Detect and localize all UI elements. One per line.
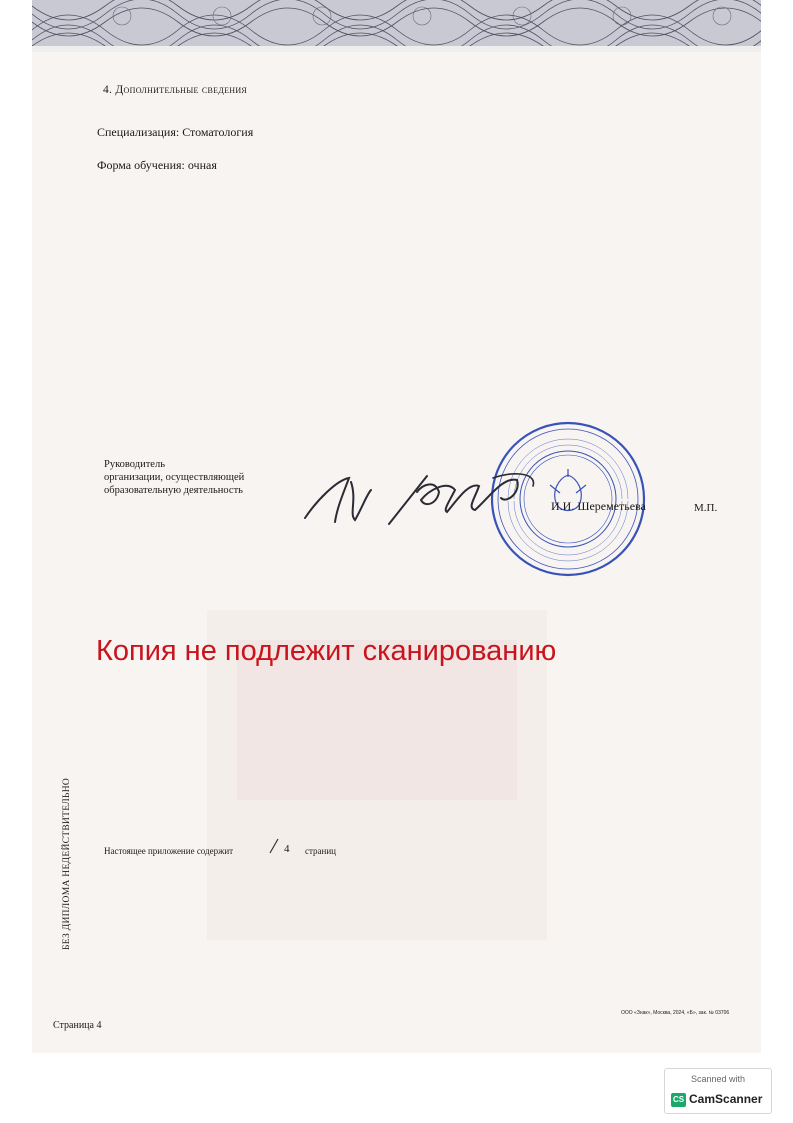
handwritten-signature	[297, 440, 557, 540]
badge-caption: Scanned with	[690, 1074, 746, 1084]
specialization-line: Специализация: Стоматология	[97, 125, 254, 139]
guilloche-border	[32, 0, 761, 52]
pages-count: 4	[284, 843, 290, 855]
signer-name: И.И. Шереметьева	[551, 499, 646, 513]
copy-protection-watermark: Копия не подлежит сканированию	[96, 635, 557, 667]
head-of-organization-label	[104, 458, 244, 497]
head-label-line: образовательную деятельность	[104, 485, 243, 496]
study-form-line: Форма обучения: очная	[97, 158, 217, 172]
page-number: 4	[96, 1020, 102, 1031]
handwritten-slash	[268, 838, 280, 854]
pages-word: страниц	[305, 846, 336, 856]
seal-place-mark: М.П.	[694, 502, 718, 514]
camscanner-logo-icon: CS	[671, 1093, 686, 1107]
pages-note-label: Настоящее приложение содержит	[104, 846, 234, 856]
badge-app-name: CamScanner	[689, 1092, 763, 1106]
page-footer	[53, 1020, 101, 1031]
page-label: Страница	[53, 1020, 94, 1031]
vertical-validity-note: БЕЗ ДИПЛОМА НЕДЕЙСТВИТЕЛЬНО	[62, 777, 72, 950]
head-label-line: организации, осуществляющей	[104, 472, 245, 483]
printer-imprint: ООО «Знак», Москва, 2024, «Б», зак. № 03706	[621, 1010, 730, 1016]
camscanner-badge	[664, 1068, 772, 1114]
document-sheet	[32, 0, 761, 1053]
section-title: 4. Дополнительные сведения	[103, 84, 248, 96]
head-label-line: Руководитель	[104, 459, 165, 470]
